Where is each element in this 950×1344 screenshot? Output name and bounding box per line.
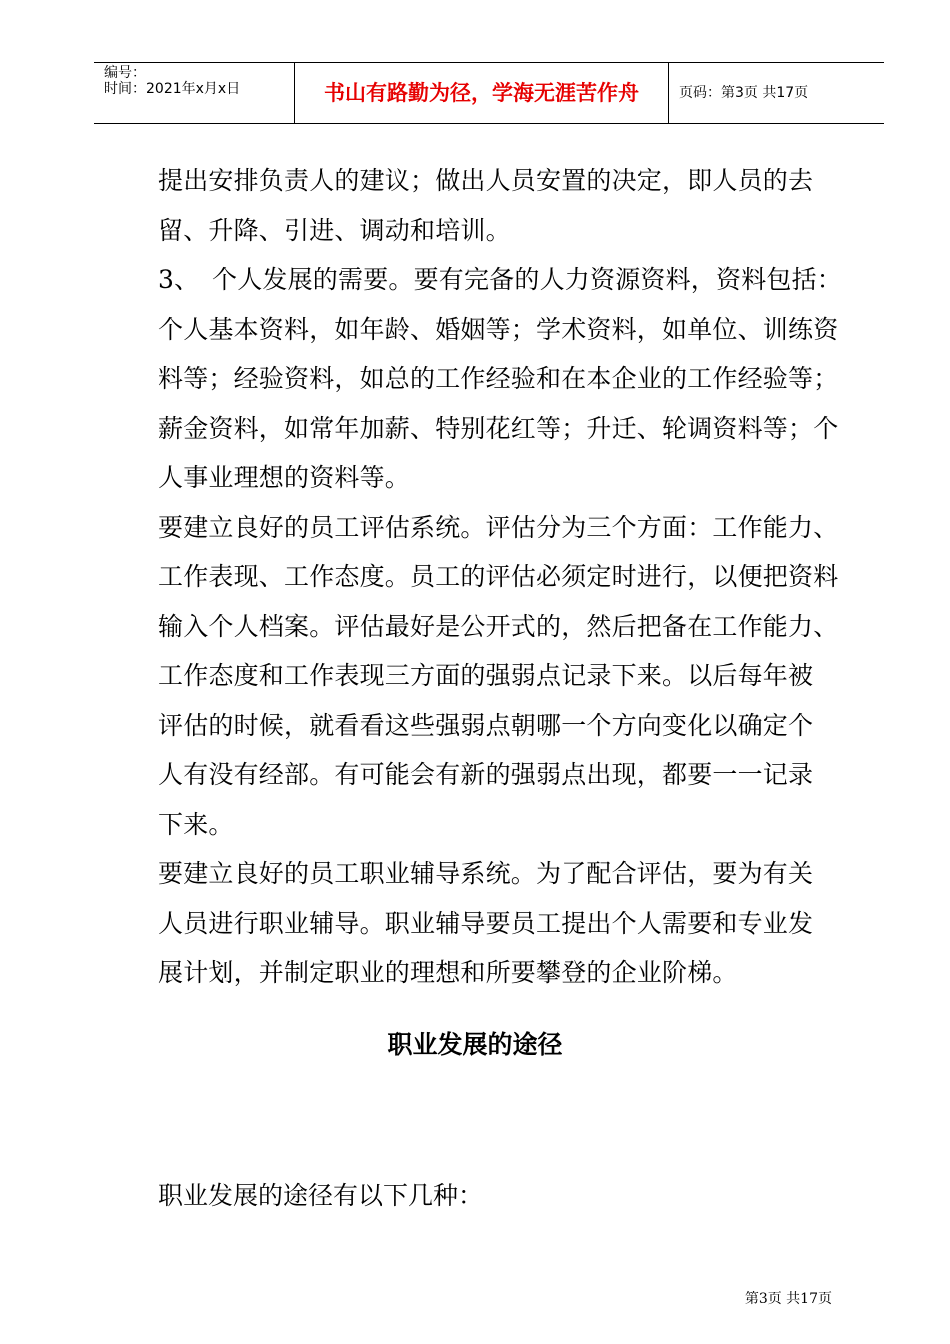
header-motto: 书山有路勤为径，学海无涯苦作舟 xyxy=(324,81,639,105)
section-intro: 职业发展的途径有以下几种： xyxy=(158,1181,484,1210)
body-line: 人员进行职业辅导。职业辅导要员工提出个人需要和专业发 xyxy=(158,908,814,938)
body-line: 展计划，并制定职业的理想和所要攀登的企业阶梯。 xyxy=(158,958,738,987)
body-line: 提出安排负责人的建议；做出人员安置的决定，即人员的去 xyxy=(158,166,814,195)
body-line: 人有没有经部。有可能会有新的强弱点出现，都要一一记录 xyxy=(158,760,814,789)
body-line: 工作表现、工作态度。员工的评估必须定时进行，以便把资料 xyxy=(158,562,839,591)
body-line: 输入个人档案。评估最好是公开式的，然后把备在工作能力、 xyxy=(158,611,839,641)
header-page-label: 页码：第3页 共17页 xyxy=(679,85,809,101)
body-line: 人事业理想的资料等。 xyxy=(158,463,411,492)
body-line: 料等；经验资料，如总的工作经验和在本企业的工作经验等； xyxy=(158,364,839,393)
body-line: 薪金资料，如常年加薪、特别花红等；升迁、轮调资料等；个 xyxy=(158,413,839,443)
header-info-cell xyxy=(94,63,295,123)
section-heading: 职业发展的途径 xyxy=(387,1030,563,1059)
header-motto-cell xyxy=(295,63,669,123)
header-page-cell xyxy=(669,63,884,123)
body-text xyxy=(158,156,843,998)
body-line: 个人基本资料，如年龄、婚姻等；学术资料，如单位、训练资 xyxy=(158,314,839,344)
body-line: 工作态度和工作表现三方面的强弱点记录下来。以后每年被 xyxy=(158,661,814,690)
page-header xyxy=(94,62,884,124)
body-line: 留、升降、引进、调动和培训。 xyxy=(158,215,511,245)
body-line: 要建立良好的员工评估系统。评估分为三个方面：工作能力、 xyxy=(158,512,839,542)
body-line: 要建立良好的员工职业辅导系统。为了配合评估，要为有关 xyxy=(158,859,814,888)
body-line: 评估的时候，就看看这些强弱点朝哪一个方向变化以确定个 xyxy=(158,710,814,740)
page-footer: 第3页 共17页 xyxy=(744,1291,832,1307)
header-time-label: 时间：2021年x月x日 xyxy=(104,81,241,97)
header-code-label: 编号： xyxy=(104,65,146,81)
body-line: 3、 个人发展的需要。要有完备的人力资源资料，资料包括： xyxy=(158,265,843,294)
body-line: 下来。 xyxy=(158,809,234,839)
